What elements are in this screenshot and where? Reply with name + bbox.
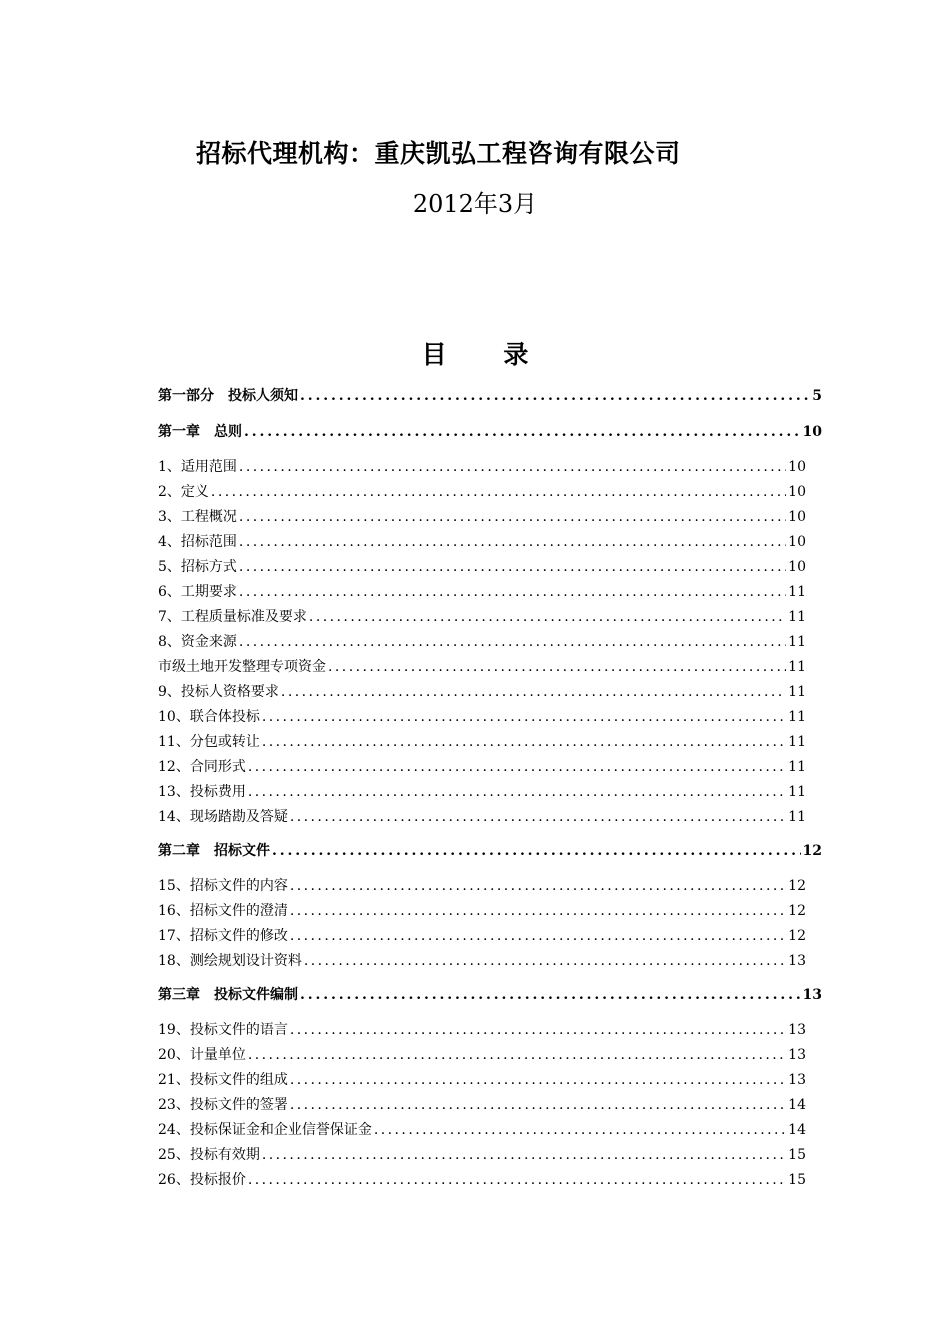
toc-entry-page: 10: [788, 559, 806, 575]
toc-entry-page: 10: [788, 484, 806, 500]
agency-name: 招标代理机构：重庆凯弘工程咨询有限公司: [196, 139, 681, 168]
toc-entry-label: 23、投标文件的签署: [158, 1097, 288, 1113]
toc-entry[interactable]: [158, 681, 806, 701]
toc-leader-dots: [300, 388, 810, 404]
toc-entry-page: 10: [788, 509, 806, 525]
toc-leader-dots: [244, 424, 801, 440]
toc-entry-page: 11: [788, 659, 806, 675]
toc-entry-label: 8、资金来源: [158, 634, 237, 650]
toc-leader-dots: [211, 484, 786, 500]
toc-leader-dots: [239, 534, 786, 550]
toc-entry[interactable]: [158, 806, 806, 826]
toc-entry-label: 12、合同形式: [158, 759, 246, 775]
toc-entry-page: 12: [802, 843, 822, 859]
toc-entry-label: 15、招标文件的内容: [158, 878, 288, 894]
toc-entry-page: 13: [802, 987, 822, 1003]
toc-entry-page: 13: [788, 1022, 806, 1038]
toc-entry[interactable]: [158, 900, 806, 920]
toc-leader-dots: [328, 659, 786, 675]
toc-leader-dots: [239, 459, 786, 475]
toc-entry-label: 第二章 招标文件: [158, 843, 270, 859]
toc-entry[interactable]: [158, 781, 806, 801]
toc-leader-dots: [290, 1072, 786, 1088]
toc-leader-dots: [309, 609, 786, 625]
toc-leader-dots: [248, 759, 786, 775]
toc-entry-label: 3、工程概况: [158, 509, 237, 525]
toc-entry[interactable]: [158, 656, 806, 676]
toc-entry-label: 市级土地开发整理专项资金: [158, 659, 326, 675]
toc-entry-label: 20、计量单位: [158, 1047, 246, 1063]
toc-entry-page: 12: [788, 928, 806, 944]
toc-entry-label: 13、投标费用: [158, 784, 246, 800]
toc-entry-label: 21、投标文件的组成: [158, 1072, 288, 1088]
toc-leader-dots: [304, 953, 786, 969]
toc-entry-page: 11: [788, 584, 806, 600]
toc-entry-label: 4、招标范围: [158, 534, 237, 550]
toc-entry[interactable]: [158, 756, 806, 776]
toc-leader-dots: [262, 734, 786, 750]
toc-entry[interactable]: [158, 421, 822, 441]
toc-entry-page: 11: [788, 809, 806, 825]
toc-leader-dots: [272, 843, 801, 859]
toc-entry-page: 11: [788, 734, 806, 750]
toc-entry-label: 11、分包或转让: [158, 734, 260, 750]
toc-entry-page: 5: [812, 388, 822, 404]
toc-entry-label: 第三章 投标文件编制: [158, 987, 298, 1003]
toc-leader-dots: [262, 709, 786, 725]
toc-entry[interactable]: [158, 706, 806, 726]
toc-entry[interactable]: [158, 984, 822, 1004]
toc-entry[interactable]: [158, 481, 806, 501]
toc-entry-label: 26、投标报价: [158, 1172, 246, 1188]
toc-entry-page: 10: [788, 459, 806, 475]
toc-leader-dots: [290, 1097, 786, 1113]
toc-entry-label: 18、测绘规划设计资料: [158, 953, 302, 969]
toc-entry-label: 17、招标文件的修改: [158, 928, 288, 944]
toc-leader-dots: [239, 634, 786, 650]
toc-entry[interactable]: [158, 506, 806, 526]
toc-entry-label: 6、工期要求: [158, 584, 237, 600]
toc-entry-page: 15: [788, 1172, 806, 1188]
toc-entry-label: 10、联合体投标: [158, 709, 260, 725]
toc-entry-label: 第一部分 投标人须知: [158, 388, 298, 404]
toc-entry-page: 15: [788, 1147, 806, 1163]
toc-entry-page: 11: [788, 634, 806, 650]
toc-leader-dots: [248, 1172, 786, 1188]
toc-entry[interactable]: [158, 840, 822, 860]
toc-entry[interactable]: [158, 1144, 806, 1164]
toc-leader-dots: [290, 928, 786, 944]
toc-entry[interactable]: [158, 606, 806, 626]
toc-leader-dots: [239, 559, 786, 575]
toc-entry-label: 14、现场踏勘及答疑: [158, 809, 288, 825]
toc-entry[interactable]: [158, 1069, 806, 1089]
toc-entry[interactable]: [158, 1044, 806, 1064]
toc-entry-page: 13: [788, 953, 806, 969]
toc-entry[interactable]: [158, 385, 822, 405]
toc-entry-label: 25、投标有效期: [158, 1147, 260, 1163]
toc-leader-dots: [239, 584, 786, 600]
toc-entry[interactable]: [158, 925, 806, 945]
toc-title: 目 录: [421, 340, 529, 369]
toc-entry[interactable]: [158, 950, 806, 970]
toc-entry-page: 14: [788, 1097, 806, 1113]
toc-entry[interactable]: [158, 456, 806, 476]
toc-entry-page: 14: [788, 1122, 806, 1138]
toc-entry-page: 11: [788, 684, 806, 700]
toc-entry-page: 12: [788, 878, 806, 894]
toc-entry-page: 13: [788, 1072, 806, 1088]
toc-leader-dots: [248, 784, 786, 800]
toc-entry-label: 9、投标人资格要求: [158, 684, 279, 700]
toc-entry-label: 16、招标文件的澄清: [158, 903, 288, 919]
toc-leader-dots: [290, 1022, 786, 1038]
toc-entry-page: 12: [788, 903, 806, 919]
toc-entry[interactable]: [158, 1169, 806, 1189]
toc-entry[interactable]: [158, 1094, 806, 1114]
toc-entry[interactable]: [158, 1119, 806, 1139]
toc-leader-dots: [239, 509, 786, 525]
toc-leader-dots: [290, 903, 786, 919]
toc-entry-label: 5、招标方式: [158, 559, 237, 575]
toc-entry[interactable]: [158, 581, 806, 601]
toc-leader-dots: [262, 1147, 786, 1163]
toc-leader-dots: [281, 684, 786, 700]
toc-entry-page: 11: [788, 759, 806, 775]
toc-entry-label: 2、定义: [158, 484, 209, 500]
toc-entry-page: 13: [788, 1047, 806, 1063]
toc-entry-page: 10: [802, 424, 822, 440]
toc-entry-page: 10: [788, 534, 806, 550]
toc-entry-label: 第一章 总则: [158, 424, 242, 440]
toc-leader-dots: [248, 1047, 786, 1063]
toc-leader-dots: [300, 987, 801, 1003]
toc-entry-label: 24、投标保证金和企业信誉保证金: [158, 1122, 372, 1138]
toc-leader-dots: [374, 1122, 786, 1138]
toc-entry-label: 1、适用范围: [158, 459, 237, 475]
toc-entry[interactable]: [158, 631, 806, 651]
toc-entry-label: 7、工程质量标准及要求: [158, 609, 307, 625]
toc-entry[interactable]: [158, 875, 806, 895]
toc-entry-page: 11: [788, 784, 806, 800]
toc-entry[interactable]: [158, 556, 806, 576]
toc-leader-dots: [290, 809, 786, 825]
toc-entry-page: 11: [788, 609, 806, 625]
toc-leader-dots: [290, 878, 786, 894]
toc-entry-label: 19、投标文件的语言: [158, 1022, 288, 1038]
toc-entry[interactable]: [158, 531, 806, 551]
document-date: 2012年3月: [412, 190, 538, 218]
toc-entry[interactable]: [158, 1019, 806, 1039]
toc-entry[interactable]: [158, 731, 806, 751]
toc-entry-page: 11: [788, 709, 806, 725]
